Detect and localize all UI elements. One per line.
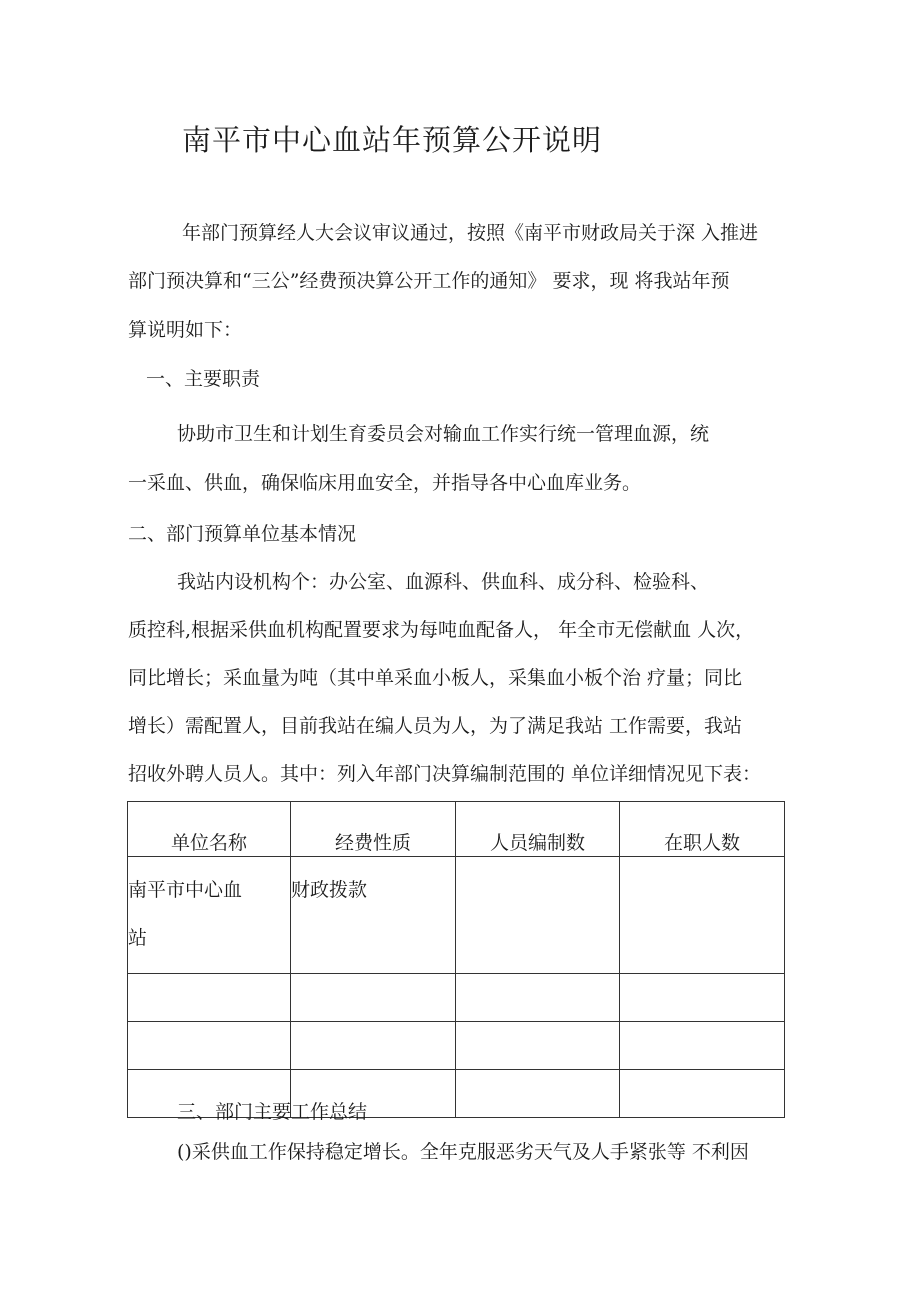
section2-line-1: 我站内设机构个：办公室、血源科、供血科、成分科、检验科、 (177, 571, 710, 593)
cell-funding-type (291, 857, 456, 974)
header-employees: 在职人数 (620, 802, 785, 857)
section3-heading: 三、部门主要工作总结 (177, 1101, 368, 1123)
section2-line-5: 招收外聘人员人。其中：列入年部门决算编制范围的 单位详细情况见下表： (128, 763, 762, 785)
empty-cell (620, 1070, 785, 1118)
unit-name-line-2: 站 (128, 927, 148, 949)
intro-line-1: 年部门预算经人大会议审议通过，按照《南平市财政局关于深 入推进 (182, 222, 759, 244)
header-unit-name: 单位名称 (128, 802, 291, 857)
funding-type-text: 财政拨款 (291, 879, 368, 901)
empty-cell (620, 974, 785, 1022)
intro-line-3: 算说明如下： (128, 319, 243, 341)
section2-line-2: 质控科,根据采供血机构配置要求为每吨血配备人， 年全市无偿献血 人次， (128, 619, 755, 641)
intro-line-2: 部门预决算和“三公”经费预决算公开工作的通知》 要求，现 将我站年预 (128, 270, 730, 292)
empty-cell (620, 1022, 785, 1070)
section3-line-1: ()采供血工作保持稳定增长。全年克服恶劣天气及人手紧张等 不利因 (177, 1141, 749, 1163)
section1-heading: 一、主要职责 (146, 368, 261, 390)
empty-cell (128, 974, 291, 1022)
table-row (128, 974, 785, 1022)
table-row (128, 857, 785, 974)
empty-cell (456, 1022, 620, 1070)
section2-heading: 二、部门预算单位基本情况 (128, 523, 357, 545)
document-title: 南平市中心血站年预算公开说明 (182, 123, 603, 157)
table-row (128, 1022, 785, 1070)
unit-info-table (127, 801, 785, 1118)
cell-unit-name (128, 857, 291, 974)
section1-line-2: 一采血、供血，确保临床用血安全，并指导各中心血库业务。 (128, 472, 642, 494)
empty-cell (456, 1070, 620, 1118)
section1-line-1: 协助市卫生和计划生育委员会对输血工作实行统一管理血源，统 (177, 423, 710, 445)
header-staff-quota: 人员编制数 (456, 802, 620, 857)
empty-cell (291, 1022, 456, 1070)
empty-cell (128, 1022, 291, 1070)
section2-line-3: 同比增长；采血量为吨（其中单采血小板人，采集血小板个治 疗量；同比 (128, 667, 743, 689)
cell-employees (620, 857, 785, 974)
cell-staff-quota (456, 857, 620, 974)
unit-name-line-1: 南平市中心血 (128, 879, 243, 901)
section2-line-4: 增长）需配置人，目前我站在编人员为人，为了满足我站 工作需要，我站 (128, 715, 743, 737)
table-header-row (128, 802, 785, 857)
header-funding-type: 经费性质 (291, 802, 456, 857)
empty-cell (456, 974, 620, 1022)
empty-cell (291, 974, 456, 1022)
